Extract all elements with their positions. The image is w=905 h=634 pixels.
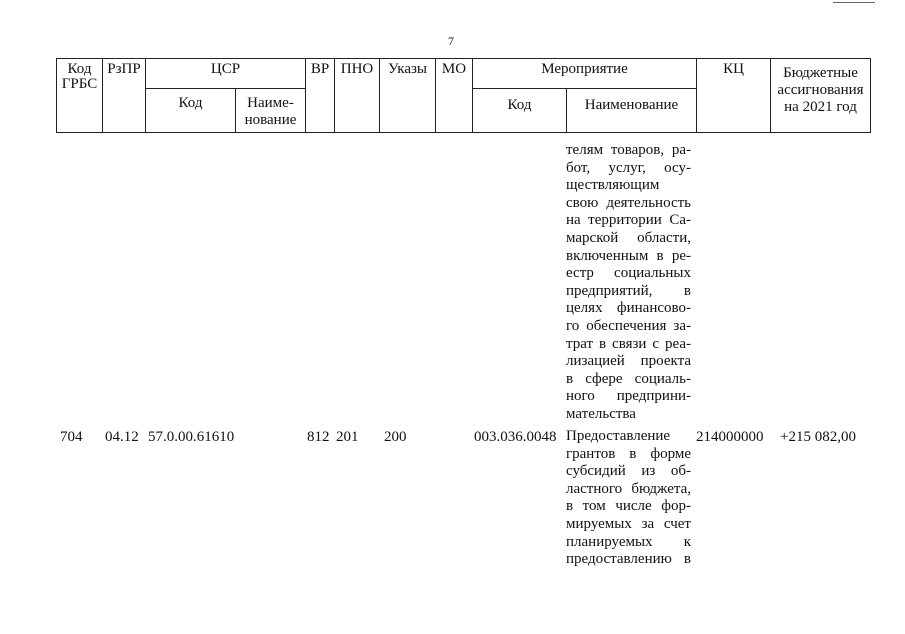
row-pno: 201: [336, 429, 359, 445]
row-mer-name: [566, 428, 691, 569]
scan-artifact-line: [833, 2, 875, 3]
continuation-line: на территории Са-: [566, 212, 691, 229]
row-name-line: ластного бюджета,: [566, 480, 691, 497]
row-name-line: мируемых за счет: [566, 515, 691, 532]
row-name-line: предоставлению в: [566, 551, 691, 568]
header-csr: ЦСР: [146, 59, 306, 89]
continuation-line: го обеспечения за-: [566, 317, 691, 334]
header-csr-name-line2: нование: [244, 112, 297, 128]
row-rzpr: 04.12: [105, 429, 139, 445]
continuation-line: свою деятельность: [566, 194, 691, 211]
continuation-line: бот, услуг, осу-: [566, 159, 691, 176]
continuation-line: марской области,: [566, 229, 691, 246]
header-budget: [771, 59, 871, 133]
header-vr: ВР: [306, 59, 335, 133]
header-meropriyatie: Мероприятие: [473, 59, 697, 89]
row-kod-grbs: 704: [60, 429, 83, 445]
header-rzpr: РзПР: [103, 59, 146, 133]
continuation-line: лизацией проекта: [566, 353, 691, 370]
continuation-line: в сфере социаль-: [566, 370, 691, 387]
continuation-line: ного предприни-: [566, 388, 691, 405]
header-pno: ПНО: [335, 59, 380, 133]
header-kc: КЦ: [697, 59, 771, 133]
header-mo: МО: [436, 59, 473, 133]
continuation-line: включенным в ре-: [566, 247, 691, 264]
continuation-line: естр социальных: [566, 265, 691, 282]
page-number: 7: [448, 34, 454, 48]
row-name-line: субсидий из об-: [566, 463, 691, 480]
header-budget-line1: Бюджетные: [783, 65, 858, 81]
row-ukazy: 200: [384, 429, 407, 445]
header-kod-grbs-line1: Код: [67, 61, 92, 77]
header-budget-line2: ассигнования: [777, 82, 864, 98]
header-csr-name-line1: Наиме-: [247, 95, 294, 111]
row-mer-kod: 003.036.0048: [474, 429, 557, 445]
continuation-line: целях финансово-: [566, 300, 691, 317]
header-csr-name: [236, 89, 306, 133]
row-name-line: в том числе фор-: [566, 498, 691, 515]
row-vr: 812: [307, 429, 330, 445]
header-budget-line3: на 2021 год: [784, 99, 857, 115]
continuation-line: телям товаров, ра-: [566, 142, 691, 158]
row-name-line: грантов в форме: [566, 445, 691, 462]
header-kod-grbs: [57, 59, 103, 133]
continuation-text: [566, 142, 691, 424]
header-mer-kod: Код: [473, 89, 567, 133]
continuation-line: мательства: [566, 405, 636, 422]
table-header: [56, 58, 871, 133]
row-name-line: планируемых к: [566, 533, 691, 550]
row-amount: +215 082,00: [780, 429, 856, 445]
header-ukazy: Указы: [380, 59, 436, 133]
row-kc: 214000000: [696, 429, 764, 445]
continuation-line: предприятий, в: [566, 282, 691, 299]
row-csr: 57.0.00.61610: [148, 429, 235, 445]
row-name-line: Предоставление: [566, 428, 671, 444]
header-csr-kod: Код: [146, 89, 236, 133]
continuation-line: ществляющим: [566, 177, 660, 194]
continuation-line: трат в связи с реа-: [566, 335, 691, 352]
header-kod-grbs-line2: ГРБС: [61, 76, 98, 92]
header-mer-name: Наименование: [567, 89, 697, 133]
